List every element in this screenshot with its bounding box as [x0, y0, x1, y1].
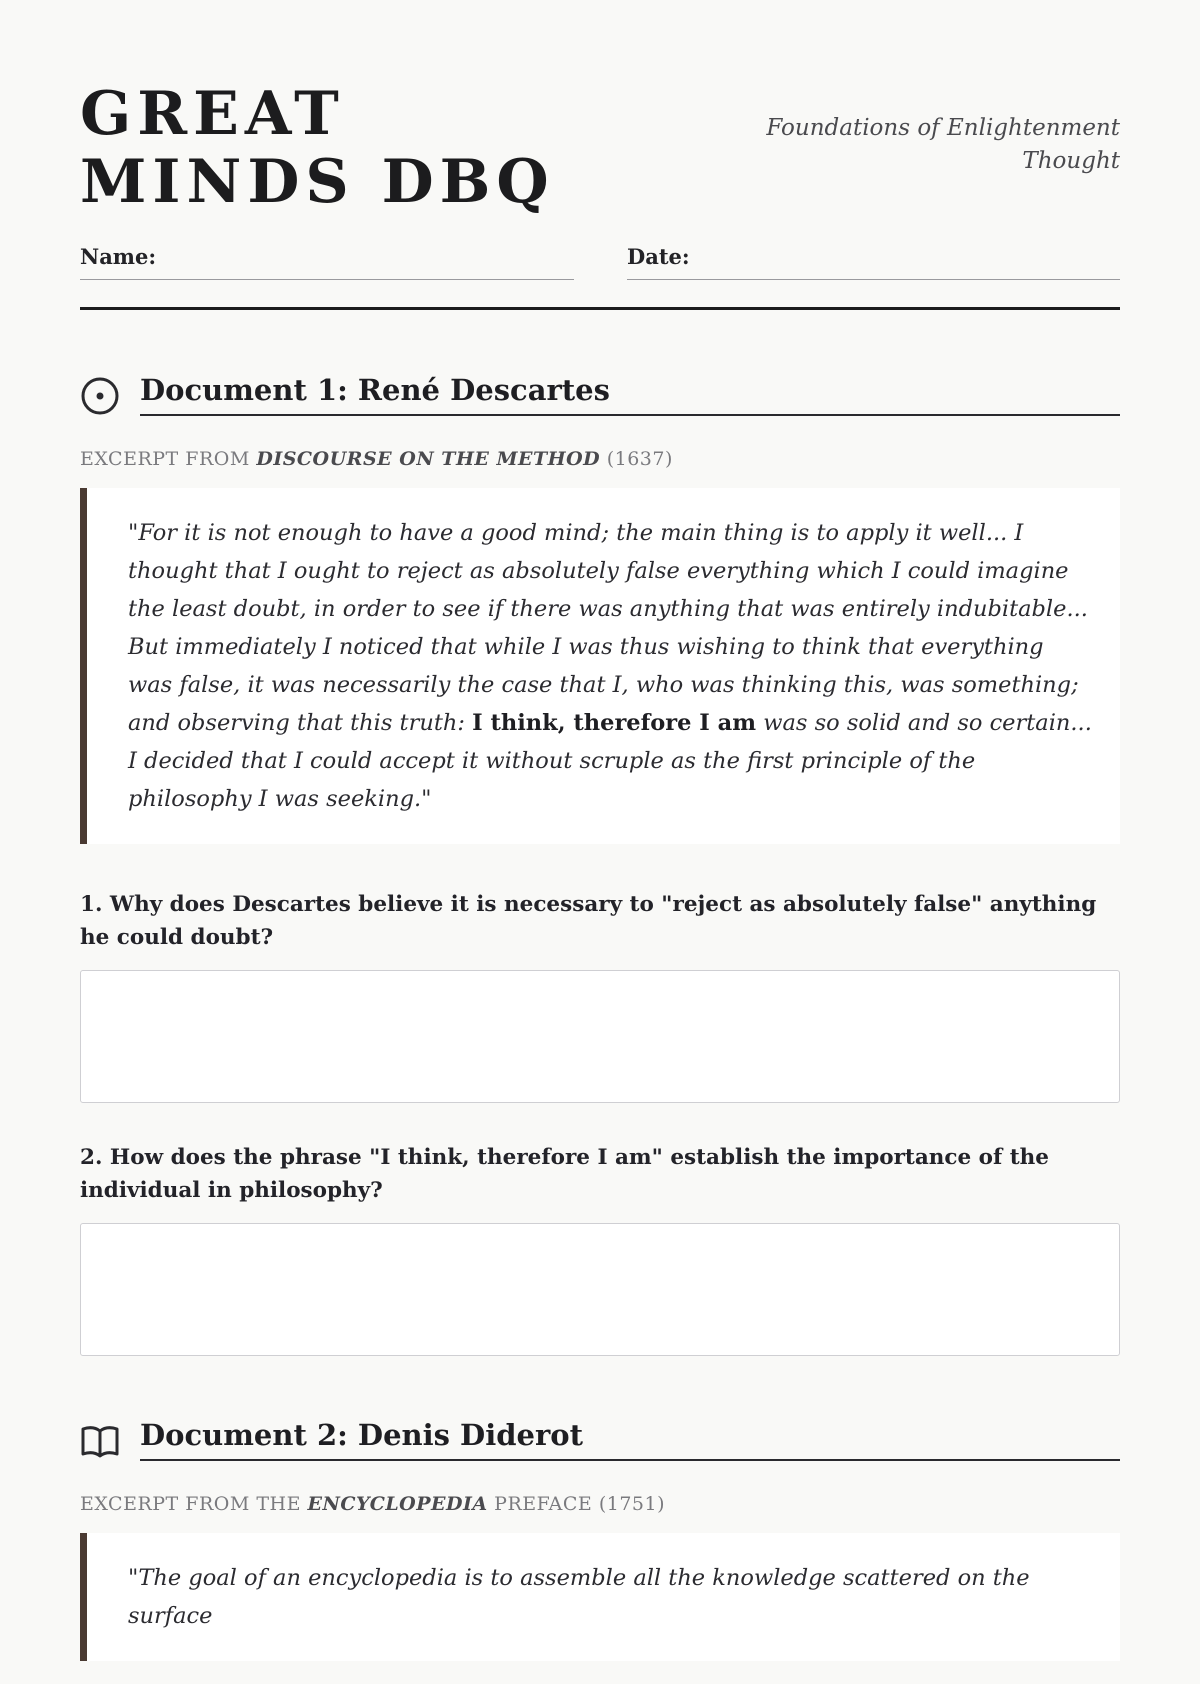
- name-field[interactable]: [80, 240, 574, 280]
- page-title: GREAT MINDS DBQ: [80, 79, 555, 217]
- document-1-source: [80, 446, 1120, 472]
- document-2-section: [80, 1413, 1120, 1684]
- date-label: Date:: [627, 244, 690, 269]
- document-1-header: [80, 368, 1120, 424]
- student-fields: [80, 240, 1120, 280]
- header-divider: [80, 307, 1120, 310]
- source-prefix: EXCERPT FROM: [80, 448, 250, 470]
- document-1-section: [80, 368, 1120, 1356]
- document-1-quote: [80, 488, 1120, 844]
- answer-box-1[interactable]: [80, 970, 1120, 1103]
- answer-box-2[interactable]: [80, 1223, 1120, 1356]
- document-2-source: [80, 1491, 1120, 1517]
- quote-text-part-1: "For it is not enough to have a good mind; the main thing is to apply it well... I thought that I ought to reject as absolutely false everything which I could imagine the least doubt, in order to see if there was anything that was entirely indubitable... But immediately I noticed that while I was thus wishing to think that everything was false, it was necessarily the case that I, who was thinking this, was something; and observing that this truth:: [128, 520, 1088, 736]
- target-icon: [80, 376, 120, 416]
- page-subtitle: Foundations of Enlightenment Thought: [766, 115, 1120, 174]
- source-work-title: ENCYCLOPEDIA: [307, 1493, 488, 1515]
- question-1: 1. Why does Descartes believe it is necessary to "reject as absolutely false" anything he could doubt?: [80, 892, 1097, 950]
- source-date: (1637): [606, 448, 673, 470]
- source-date: PREFACE (1751): [494, 1493, 665, 1515]
- date-field[interactable]: [627, 240, 1120, 280]
- document-2-title: Document 2: Denis Diderot: [140, 1413, 1120, 1461]
- quote-emphasis: I think, therefore I am: [472, 710, 757, 736]
- document-2-header: [80, 1413, 1120, 1469]
- document-1-title: Document 1: René Descartes: [140, 368, 1120, 416]
- source-prefix: EXCERPT FROM THE: [80, 1493, 301, 1515]
- quote-text-part-2: was so solid and so certain... I decided that I could accept it without scruple as the first principle of the philosophy I was seeking.": [128, 710, 1092, 812]
- name-label: Name:: [80, 244, 157, 269]
- quote-text-part-1: "The goal of an encyclopedia is to assemble all the knowledge scattered on the surface: [128, 1565, 1030, 1629]
- open-book-icon: [80, 1421, 120, 1461]
- source-work-title: DISCOURSE ON THE METHOD: [256, 448, 601, 470]
- worksheet-content: [80, 0, 1120, 1629]
- question-2: 2. How does the phrase "I think, therefore I am" establish the importance of the individual in philosophy?: [80, 1145, 1049, 1203]
- document-2-quote: [80, 1533, 1120, 1661]
- worksheet-header: [80, 0, 1120, 240]
